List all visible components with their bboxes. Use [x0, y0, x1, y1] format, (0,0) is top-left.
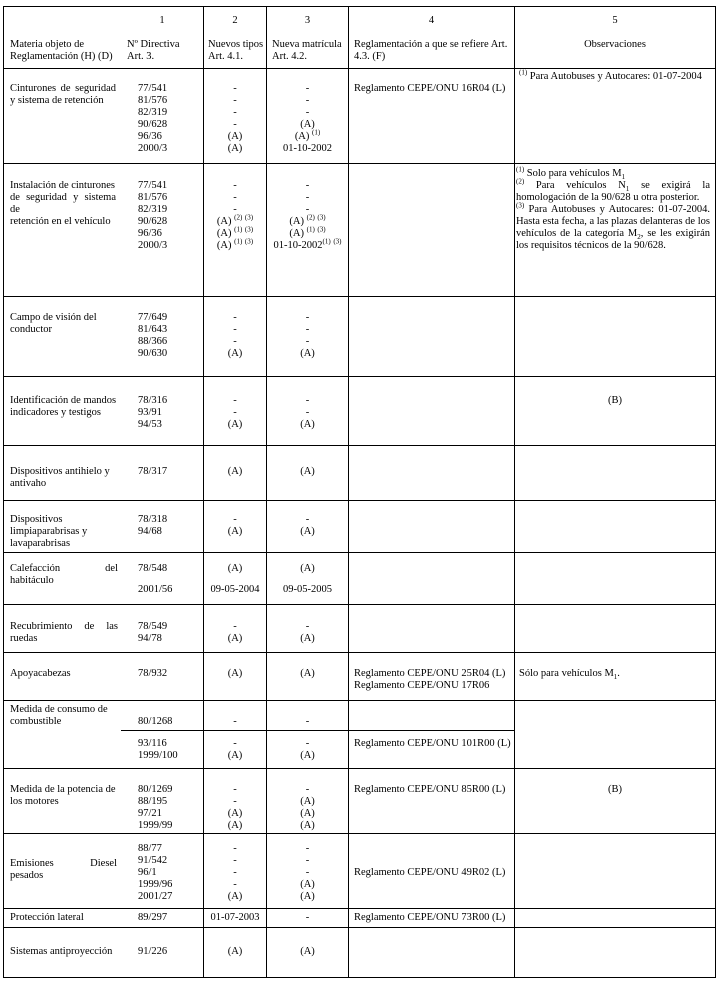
- row-materia: Campo de visión del conductor: [10, 312, 97, 335]
- row-matricula: (A): [300, 466, 315, 477]
- rule-col: [3, 6, 4, 978]
- row-directivas: 78/318 94/68: [138, 514, 168, 537]
- row-nuevos: - - - - (A) (A): [227, 83, 243, 154]
- row-reglamentacion: Reglamento CEPE/ONU 85R00 (L): [354, 784, 506, 795]
- row-directivas: 91/226: [138, 946, 168, 957]
- row-matricula: (A): [300, 946, 315, 957]
- row-matricula: - (A): [300, 621, 315, 644]
- row-matricula: - - (A): [300, 395, 315, 430]
- rule-col: [348, 6, 349, 978]
- row-materia: Dispositivos antihielo y antivaho: [10, 466, 110, 489]
- row-matricula: - - - (A) (A) $^{(1)}$ 01-10-2002: [283, 83, 332, 154]
- rule-row-partial: [121, 730, 515, 731]
- header-materia: Materia objeto de Reglamentación (H) (D): [10, 39, 113, 62]
- rule-col: [514, 6, 515, 978]
- row-materia: Emisiones Diesel pesados: [10, 858, 117, 881]
- rule-row: [3, 652, 716, 653]
- row-matricula: 09-05-2005: [283, 584, 332, 595]
- row-directivas: 77/541 81/576 82/319 90/628 96/36 2000/3: [138, 83, 168, 154]
- row-directivas: 78/317: [138, 466, 168, 477]
- row-materia: Sistemas antiproyección: [10, 946, 113, 957]
- col-number-5: 5: [612, 15, 618, 26]
- row-nuevos: (A): [227, 563, 243, 574]
- row-matricula: - - - (A) $^{(2)}$ $^{(3)}$ (A) $^{(1)}$ $^{(3)}$ 01-10-2002$^{(1)}$ $^{(3)}$: [273, 180, 342, 251]
- row-materia: Identificación de mandos indicadores y testigos: [10, 395, 117, 418]
- rule-row: [3, 833, 716, 834]
- col-number-2: 2: [232, 15, 238, 26]
- row-matricula: - (A) (A) (A): [300, 784, 315, 831]
- row-matricula: -: [305, 716, 310, 727]
- row-directivas: 78/548: [138, 563, 168, 574]
- rule-row: [3, 768, 716, 769]
- header-nuevos-tipos: Nuevos tipos Art. 4.1.: [208, 39, 264, 62]
- row-directivas: 78/932: [138, 668, 168, 679]
- rule-row: [3, 552, 716, 553]
- row-directivas: 77/541 81/576 82/319 90/628 96/36 2000/3: [138, 180, 168, 251]
- col-number-1: 1: [159, 15, 165, 26]
- row-nuevos: - - (A) (A): [227, 784, 243, 831]
- row-reglamentacion: Reglamento CEPE/ONU 73R00 (L): [354, 912, 506, 923]
- row-nuevos: - (A): [227, 621, 243, 644]
- row-matricula: - (A): [300, 738, 315, 761]
- col-number-4: 4: [428, 15, 435, 26]
- row-directivas: 78/549 94/78: [138, 621, 168, 644]
- rule-row: [3, 908, 716, 909]
- rule-col: [715, 6, 716, 978]
- row-matricula: - - - (A): [300, 312, 315, 359]
- row-nuevos: - - (A): [227, 395, 243, 430]
- row-materia: Cinturones de seguridad y sistema de retención: [10, 83, 116, 106]
- row-materia: Medida de consumo de combustible: [10, 704, 108, 727]
- row-directivas: 89/297: [138, 912, 168, 923]
- rule-row: [3, 163, 716, 164]
- col-number-3: 3: [304, 15, 311, 26]
- row-matricula: (A): [300, 563, 315, 574]
- row-nuevos: (A): [227, 668, 243, 679]
- row-directivas: 88/77 91/542 96/1 1999/96 2001/27: [138, 843, 173, 902]
- row-nuevos: 09-05-2004: [210, 584, 260, 595]
- row-directivas: 78/316 93/91 94/53: [138, 395, 168, 430]
- header-reglamentacion: Reglamentación a que se refiere Art. 4.3. (F): [354, 39, 508, 62]
- header-nueva-matricula: Nueva matrícula Art. 4.2.: [272, 39, 342, 62]
- row-nuevos: - (A): [227, 738, 243, 761]
- row-reglamentacion: Reglamento CEPE/ONU 16R04 (L): [354, 83, 506, 94]
- rule-top: [3, 6, 716, 7]
- row-observaciones: $^{(1)}$ Para Autobuses y Autocares: 01-07-2004: [519, 68, 702, 82]
- row-materia: Calefacción del habitáculo: [10, 563, 118, 586]
- rule-row: [3, 927, 716, 928]
- rule-row: [3, 700, 716, 701]
- row-nuevos: (A): [227, 466, 243, 477]
- row-reglamentacion: Reglamento CEPE/ONU 25R04 (L) Reglamento CEPE/ONU 17R06: [354, 668, 506, 691]
- row-matricula: (A): [300, 668, 315, 679]
- row-matricula: - (A): [300, 514, 315, 537]
- rule-row: [3, 296, 716, 297]
- row-materia: Dispositivos limpiaparabrisas y lavaparabrisas: [10, 514, 88, 549]
- row-nuevos: - - - (A): [227, 312, 243, 359]
- row-observaciones: Sólo para vehículos $M_1$.: [519, 668, 620, 682]
- row-nuevos: -: [233, 716, 237, 727]
- row-observaciones: $^{(1)}$ Solo para vehículos $M_1$ $^{(2)}$ Para vehículos $N_1$ se exigirá la homologación de la 90/628 u otra posterior. $^{(3)}$ Para Autobuses y Autocares: 01-07-2004. Hasta esta fecha, a las plazas delanteras de los vehículos de la categoría $M_2$, se les exigirán los requisitos técnicos de la 90/628.: [516, 165, 710, 251]
- row-observaciones: (B): [608, 784, 622, 795]
- row-nuevos: - (A): [227, 514, 243, 537]
- row-matricula: -: [305, 912, 310, 923]
- row-nuevos: - - - (A) $^{(2)}$ $^{(3)}$ (A) $^{(1)}$ $^{(3)}$ (A) $^{(1)}$ $^{(3)}$: [216, 180, 254, 251]
- row-directivas: 80/1268: [138, 716, 173, 727]
- row-reglamentacion: Reglamento CEPE/ONU 49R02 (L): [354, 867, 506, 878]
- row-nuevos: (A): [227, 946, 243, 957]
- row-observaciones: (B): [608, 395, 622, 406]
- rule-bottom: [3, 977, 716, 978]
- rule-row: [3, 445, 716, 446]
- row-nuevos: - - - - (A): [227, 843, 243, 902]
- row-matricula: - - - (A) (A): [300, 843, 315, 902]
- rule-row: [3, 500, 716, 501]
- header-observaciones: Observaciones: [584, 39, 646, 50]
- row-materia: Recubrimiento de las ruedas: [10, 621, 118, 644]
- row-directivas: 93/116 1999/100: [138, 738, 178, 761]
- row-materia: Instalación de cinturones de seguridad y sistema de retención en el vehículo: [10, 180, 116, 227]
- row-directivas: 80/1269 88/195 97/21 1999/99: [138, 784, 173, 831]
- row-materia: Medida de la potencia de los motores: [10, 784, 116, 807]
- row-materia: Apoyacabezas: [10, 668, 71, 679]
- rule-header-bottom: [3, 68, 716, 69]
- row-directivas: 2001/56: [138, 584, 173, 595]
- row-nuevos: 01-07-2003: [210, 912, 260, 923]
- row-reglamentacion: Reglamento CEPE/ONU 101R00 (L): [354, 738, 511, 749]
- row-materia: Protección lateral: [10, 912, 84, 923]
- header-directiva: Nº Directiva Art. 3.: [127, 39, 180, 62]
- row-directivas: 77/649 81/643 88/366 90/630: [138, 312, 168, 359]
- rule-row: [3, 376, 716, 377]
- rule-row: [3, 604, 716, 605]
